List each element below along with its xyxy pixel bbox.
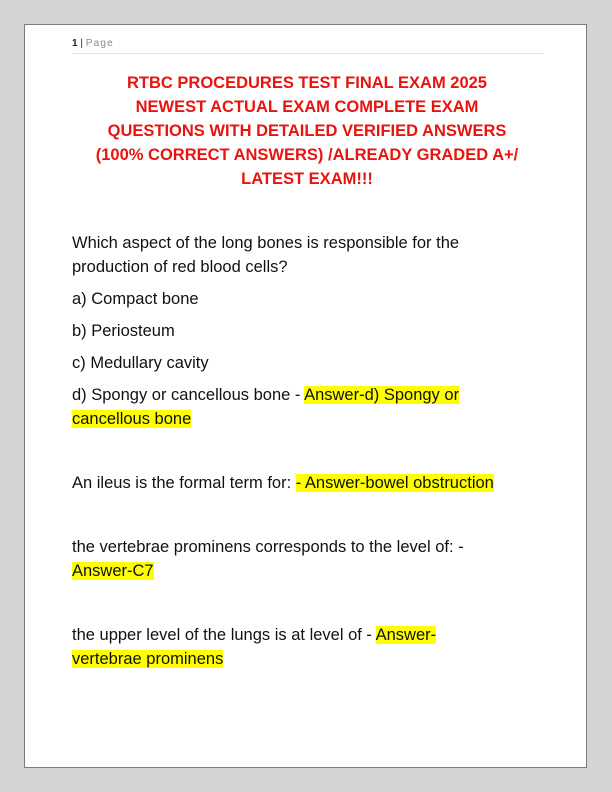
question-text: An ileus is the formal term for: — [72, 474, 296, 492]
option-text: d) Spongy or cancellous bone - — [72, 386, 305, 404]
question-block-2 — [72, 471, 552, 495]
highlighted-answer: vertebrae prominens — [72, 650, 224, 668]
question-text: Which aspect of the long bones is responsible for the — [72, 234, 460, 252]
highlighted-answer: cancellous bone — [72, 410, 192, 428]
title-line: (100% CORRECT ANSWERS) /ALREADY GRADED A+/ — [95, 146, 519, 164]
answer-continuation — [72, 647, 552, 671]
answer-continuation — [72, 407, 552, 431]
highlighted-answer: Answer-C7 — [72, 562, 154, 580]
question-block-4 — [72, 623, 552, 671]
highlighted-answer: Answer- — [375, 626, 437, 644]
question-text: the vertebrae prominens corresponds to the level of: - — [72, 538, 464, 556]
document-page — [24, 24, 587, 768]
title-line: RTBC PROCEDURES TEST FINAL EXAM 2025 — [126, 74, 487, 92]
question-text: the upper level of the lungs is at level of - — [72, 626, 376, 644]
answer-line — [72, 559, 552, 583]
question-line — [72, 623, 552, 647]
question-text: production of red blood cells? — [72, 258, 288, 276]
answer-option: c) Medullary cavity — [72, 354, 209, 372]
answer-option: a) Compact bone — [72, 290, 199, 308]
question-block-1 — [72, 231, 552, 431]
title-line: LATEST EXAM!!! — [241, 170, 373, 188]
page-number: 1 — [72, 38, 78, 49]
title-line: NEWEST ACTUAL EXAM COMPLETE EXAM — [135, 98, 479, 116]
document-title — [65, 71, 549, 191]
title-line: QUESTIONS WITH DETAILED VERIFIED ANSWERS — [107, 122, 507, 140]
question-block-3 — [72, 535, 552, 583]
page-header — [72, 37, 544, 54]
answer-option: b) Periosteum — [72, 322, 175, 340]
highlighted-answer: Answer-d) Spongy or — [304, 386, 460, 404]
question-line — [72, 471, 552, 495]
highlighted-answer: - Answer-bowel obstruction — [295, 474, 494, 492]
page-separator: | — [77, 38, 86, 49]
answer-option — [72, 383, 552, 407]
page-label: Page — [85, 38, 114, 49]
